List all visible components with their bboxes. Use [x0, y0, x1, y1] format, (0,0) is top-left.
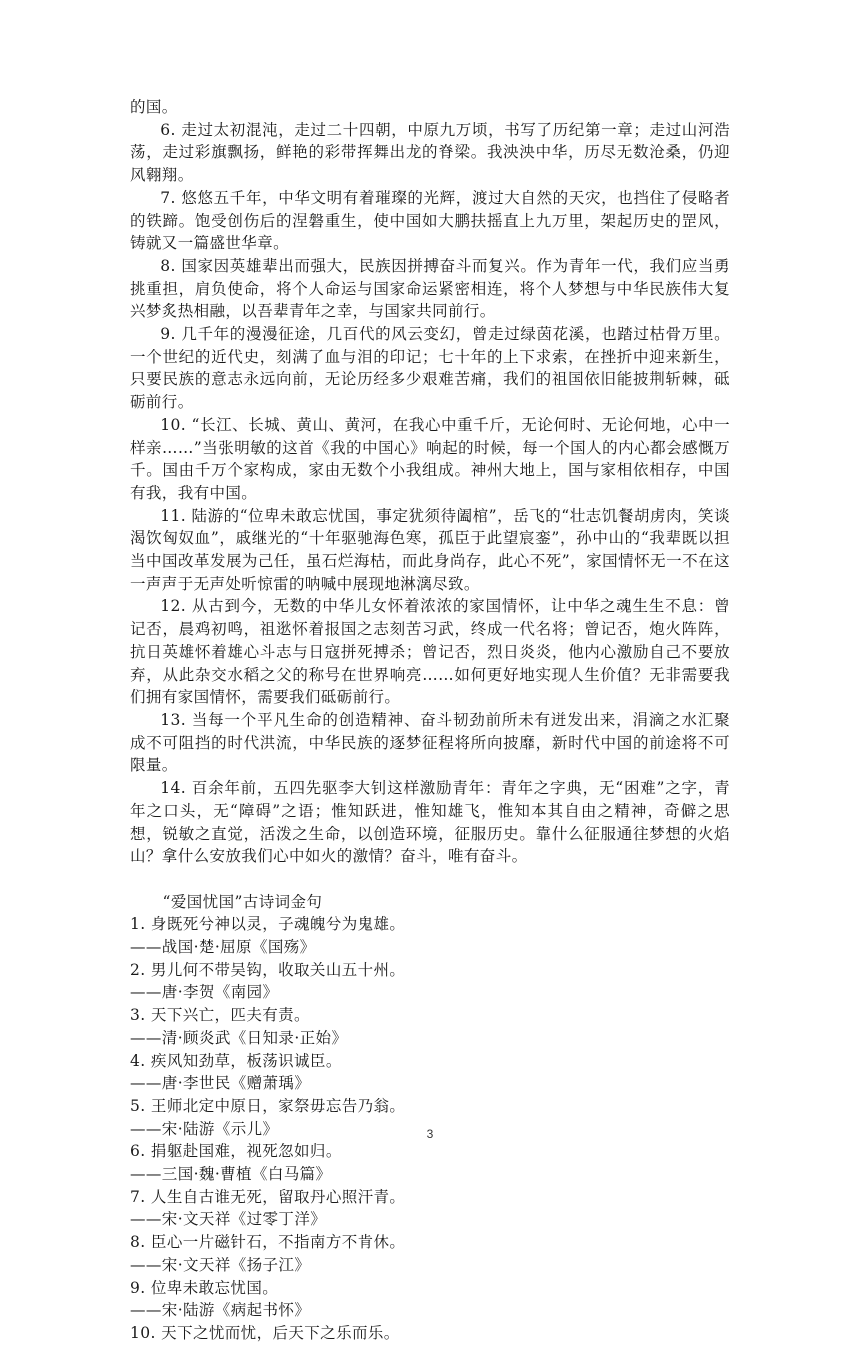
poem-source-6: ——三国·魏·曹植《白马篇》 [130, 1165, 332, 1184]
poem-line-4: 4. 疾风知劲草，板荡识诚臣。 [130, 1051, 342, 1070]
poem-source-2: ——唐·李贺《南园》 [130, 983, 279, 1002]
paragraph-11: 11. 陆游的“位卑未敢忘忧国，事定犹须待阖棺”，岳飞的“壮志饥餐胡虏肉，笑谈渴饮匈奴血”，戚继光的“十年驱驰海色寒，孤臣于此望宸銮”，孙中山的“我辈既以担当中国改革发展为己任，虽石烂海枯，而此身尚存，此心不死”，家国情怀无一不在这一声声于无声处听惊雷的呐喊中展现地淋漓尽致。 [130, 506, 730, 593]
paragraph-8: 8. 国家因英雄辈出而强大，民族因拼搏奋斗而复兴。作为青年一代，我们应当勇挑重担，肩负使命，将个人命运与国家命运紧密相连，将个人梦想与中华民族伟大复兴梦炙热相融，以吾辈青年之幸，与国家共同前行。 [130, 256, 730, 321]
poem-line-3: 3. 天下兴亡，匹夫有责。 [130, 1006, 310, 1025]
poem-line-9: 9. 位卑未敢忘忧国。 [130, 1278, 279, 1297]
poem-source-7: ——宋·文天祥《过零丁洋》 [130, 1210, 327, 1229]
poem-source-1: ——战国·楚·屈原《国殇》 [130, 938, 316, 956]
paragraph-13: 13. 当每一个平凡生命的创造精神、奋斗韧劲前所未有迸发出来，涓滴之水汇聚成不可阻挡的时代洪流，中华民族的逐梦征程将所向披靡，新时代中国的前途将不可限量。 [130, 710, 730, 775]
poem-line-8: 8. 臣心一片磁针石，不指南方不肯休。 [130, 1233, 406, 1252]
poem-line-5: 5. 王师北定中原日，家祭毋忘告乃翁。 [130, 1096, 406, 1115]
poem-line-6: 6. 捐躯赴国难，视死忽如归。 [130, 1142, 342, 1161]
poem-line-2: 2. 男儿何不带吴钩，收取关山五十州。 [130, 960, 406, 979]
poem-line-1: 1. 身既死兮神以灵，子魂魄兮为鬼雄。 [130, 915, 406, 934]
poem-source-8: ——宋·文天祥《扬子江》 [130, 1255, 311, 1274]
section-spacer [130, 868, 730, 891]
section-title: “爱国忧国”古诗词金句 [162, 892, 323, 911]
page-number: 3 [426, 1127, 434, 1141]
paragraph-10: 10. “长江、长城、黄山、黄河，在我心中重千斤，无论何时、无论何地，心中一样亲……”当张明敏的这首《我的中国心》响起的时候，每一个国人的内心都会感慨万千。国由千万个家构成，家由无数个小我组成。神州大地上，国与家相依相存，中国有我，我有中国。 [130, 415, 730, 502]
poem-source-4: ——唐·李世民《赠萧瑀》 [130, 1074, 311, 1093]
poem-source-5: ——宋·陆游《示儿》 [130, 1119, 279, 1138]
continued-paragraph: 的国。 [130, 98, 178, 116]
paragraph-9: 9. 几千年的漫漫征途，几百代的风云变幻，曾走过绿茵花溪，也踏过枯骨万里。一个世纪的近代史，刻满了血与泪的印记；七十年的上下求索，在挫折中迎来新生，只要民族的意志永远向前，无论历经多少艰难苦痛，我们的祖国依旧能披荆斩棘，砥砺前行。 [130, 325, 730, 412]
poem-source-3: ——清·顾炎武《日知录·正始》 [130, 1028, 348, 1047]
poem-source-9: ——宋·陆游《病起书怀》 [130, 1301, 311, 1320]
poem-line-7: 7. 人生自古谁无死，留取丹心照汗青。 [130, 1187, 406, 1206]
paragraph-7: 7. 悠悠五千年，中华文明有着璀璨的光辉，渡过大自然的天灾，也挡住了侵略者的铁蹄。饱受创伤后的涅磐重生，使中国如大鹏扶摇直上九万里，架起历史的罡风，铸就又一篇盛世华章。 [130, 188, 730, 253]
paragraph-12: 12. 从古到今，无数的中华儿女怀着浓浓的家国情怀，让中华之魂生生不息：曾记否，晨鸡初鸣，祖逖怀着报国之志刻苦习武，终成一代名将；曾记否，炮火阵阵，抗日英雄怀着雄心斗志与日寇拼死搏杀；曾记否，烈日炎炎，他内心激励自己不要放弃，从此杂交水稻之父的称号在世界响亮……如何更好地实现人生价值？无非需要我们拥有家国情怀，需要我们砥砺前行。 [130, 597, 730, 707]
paragraph-14: 14. 百余年前，五四先驱李大钊这样激励青年：青年之字典，无“困难”之字，青年之口头，无“障碍”之语；惟知跃进，惟知雄飞，惟知本其自由之精神，奇僻之思想，锐敏之直觉，活泼之生命，以创造环境，征服历史。靠什么征服通往梦想的火焰山？拿什么安放我们心中如火的激情？奋斗，唯有奋斗。 [130, 779, 730, 866]
paragraph-6: 6. 走过太初混沌，走过二十四朝，中原九万顷，书写了历纪第一章；走过山河浩荡，走过彩旗飘扬，鲜艳的彩带挥舞出龙的脊梁。我泱泱中华，历尽无数沧桑，仍迎风翱翔。 [130, 120, 730, 185]
poem-line-10: 10. 天下之忧而忧，后天下之乐而乐。 [130, 1323, 400, 1342]
document-body [130, 96, 730, 1345]
